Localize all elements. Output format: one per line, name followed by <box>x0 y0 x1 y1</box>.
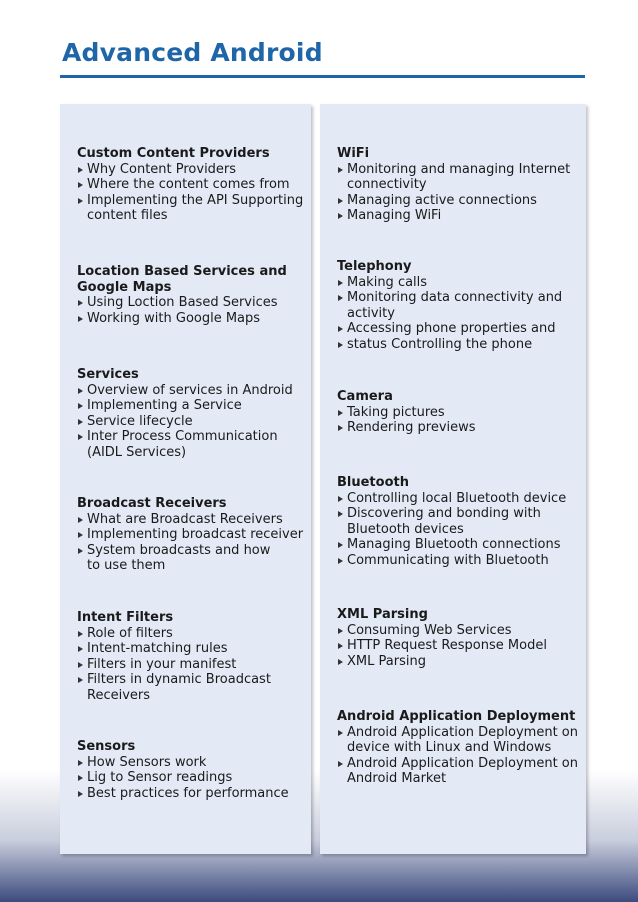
item-list <box>77 162 309 224</box>
list-item: Intent-matching rules <box>77 641 309 657</box>
section-custom-content-providers <box>77 146 309 224</box>
list-item: Filters in dynamic Broadcast Receivers <box>77 672 282 703</box>
list-item: Filters in your manifest <box>77 657 309 673</box>
list-item: Why Content Providers <box>77 162 309 178</box>
list-item: Accessing phone properties and <box>337 321 582 337</box>
list-item: Consuming Web Services <box>337 623 582 639</box>
item-list <box>77 626 309 704</box>
item-list <box>337 275 582 353</box>
list-item: Lig to Sensor readings <box>77 770 309 786</box>
section-intent-filters <box>77 610 309 704</box>
list-item: Managing Bluetooth connections <box>337 537 582 553</box>
list-item: Implementing a Service <box>77 398 309 414</box>
section-title: Bluetooth <box>337 475 409 490</box>
list-item: Android Application Deployment on Android Market <box>337 756 582 787</box>
section-wifi <box>337 146 582 224</box>
section-location-based-services <box>77 264 309 326</box>
section-title: Broadcast Receivers <box>77 496 227 511</box>
list-item: Making calls <box>337 275 582 291</box>
list-item: Monitoring data connectivity and activity <box>337 290 572 321</box>
section-title: Custom Content Providers <box>77 146 270 161</box>
list-item: Communicating with Bluetooth <box>337 553 582 569</box>
section-title: Location Based Services and Google Maps <box>77 264 287 295</box>
list-item: Overview of services in Android <box>77 383 309 399</box>
item-list <box>337 491 582 569</box>
section-title: Sensors <box>77 739 136 754</box>
section-title: Android Application Deployment <box>337 709 576 724</box>
list-item: Monitoring and managing Internet connectivity <box>337 162 572 193</box>
list-item: System broadcasts and how to use them <box>77 543 282 574</box>
section-title: Intent Filters <box>77 610 174 625</box>
list-item: Discovering and bonding with Bluetooth devices <box>337 506 552 537</box>
list-item: Working with Google Maps <box>77 311 309 327</box>
section-bluetooth <box>337 475 582 569</box>
section-android-application-deployment <box>337 709 582 787</box>
item-list <box>77 295 309 326</box>
item-list <box>77 383 309 461</box>
item-list <box>337 623 582 670</box>
section-broadcast-receivers <box>77 496 309 574</box>
list-item: Role of filters <box>77 626 309 642</box>
list-item: Android Application Deployment on device with Linux and Windows <box>337 725 582 756</box>
list-item: Controlling local Bluetooth device <box>337 491 582 507</box>
section-title: XML Parsing <box>337 607 428 622</box>
section-title: WiFi <box>337 146 370 161</box>
list-item: Where the content comes from <box>77 177 309 193</box>
list-item: Implementing the API Supporting content files <box>77 193 309 224</box>
section-services <box>77 367 309 461</box>
list-item: Managing WiFi <box>337 208 582 224</box>
right-column <box>320 104 586 854</box>
list-item: Rendering previews <box>337 420 582 436</box>
page-title: Advanced Android <box>62 38 323 67</box>
section-title: Telephony <box>337 259 412 274</box>
section-title: Services <box>77 367 139 382</box>
item-list <box>337 162 582 224</box>
list-item: What are Broadcast Receivers <box>77 512 309 528</box>
section-title: Camera <box>337 389 393 404</box>
list-item: XML Parsing <box>337 654 582 670</box>
section-sensors <box>77 739 309 801</box>
title-rule <box>60 75 585 78</box>
list-item: status Controlling the phone <box>337 337 582 353</box>
list-item: HTTP Request Response Model <box>337 638 582 654</box>
item-list <box>337 405 582 436</box>
left-column <box>60 104 311 854</box>
section-xml-parsing <box>337 607 582 669</box>
section-telephony <box>337 259 582 353</box>
list-item: Service lifecycle <box>77 414 309 430</box>
list-item: Implementing broadcast receiver <box>77 527 309 543</box>
list-item: Best practices for performance <box>77 786 309 802</box>
section-camera <box>337 389 582 436</box>
list-item: Inter Process Communication (AIDL Services) <box>77 429 282 460</box>
list-item: How Sensors work <box>77 755 309 771</box>
list-item: Managing active connections <box>337 193 582 209</box>
list-item: Taking pictures <box>337 405 582 421</box>
item-list <box>337 725 582 787</box>
item-list <box>77 512 309 574</box>
list-item: Using Loction Based Services <box>77 295 309 311</box>
item-list <box>77 755 309 802</box>
